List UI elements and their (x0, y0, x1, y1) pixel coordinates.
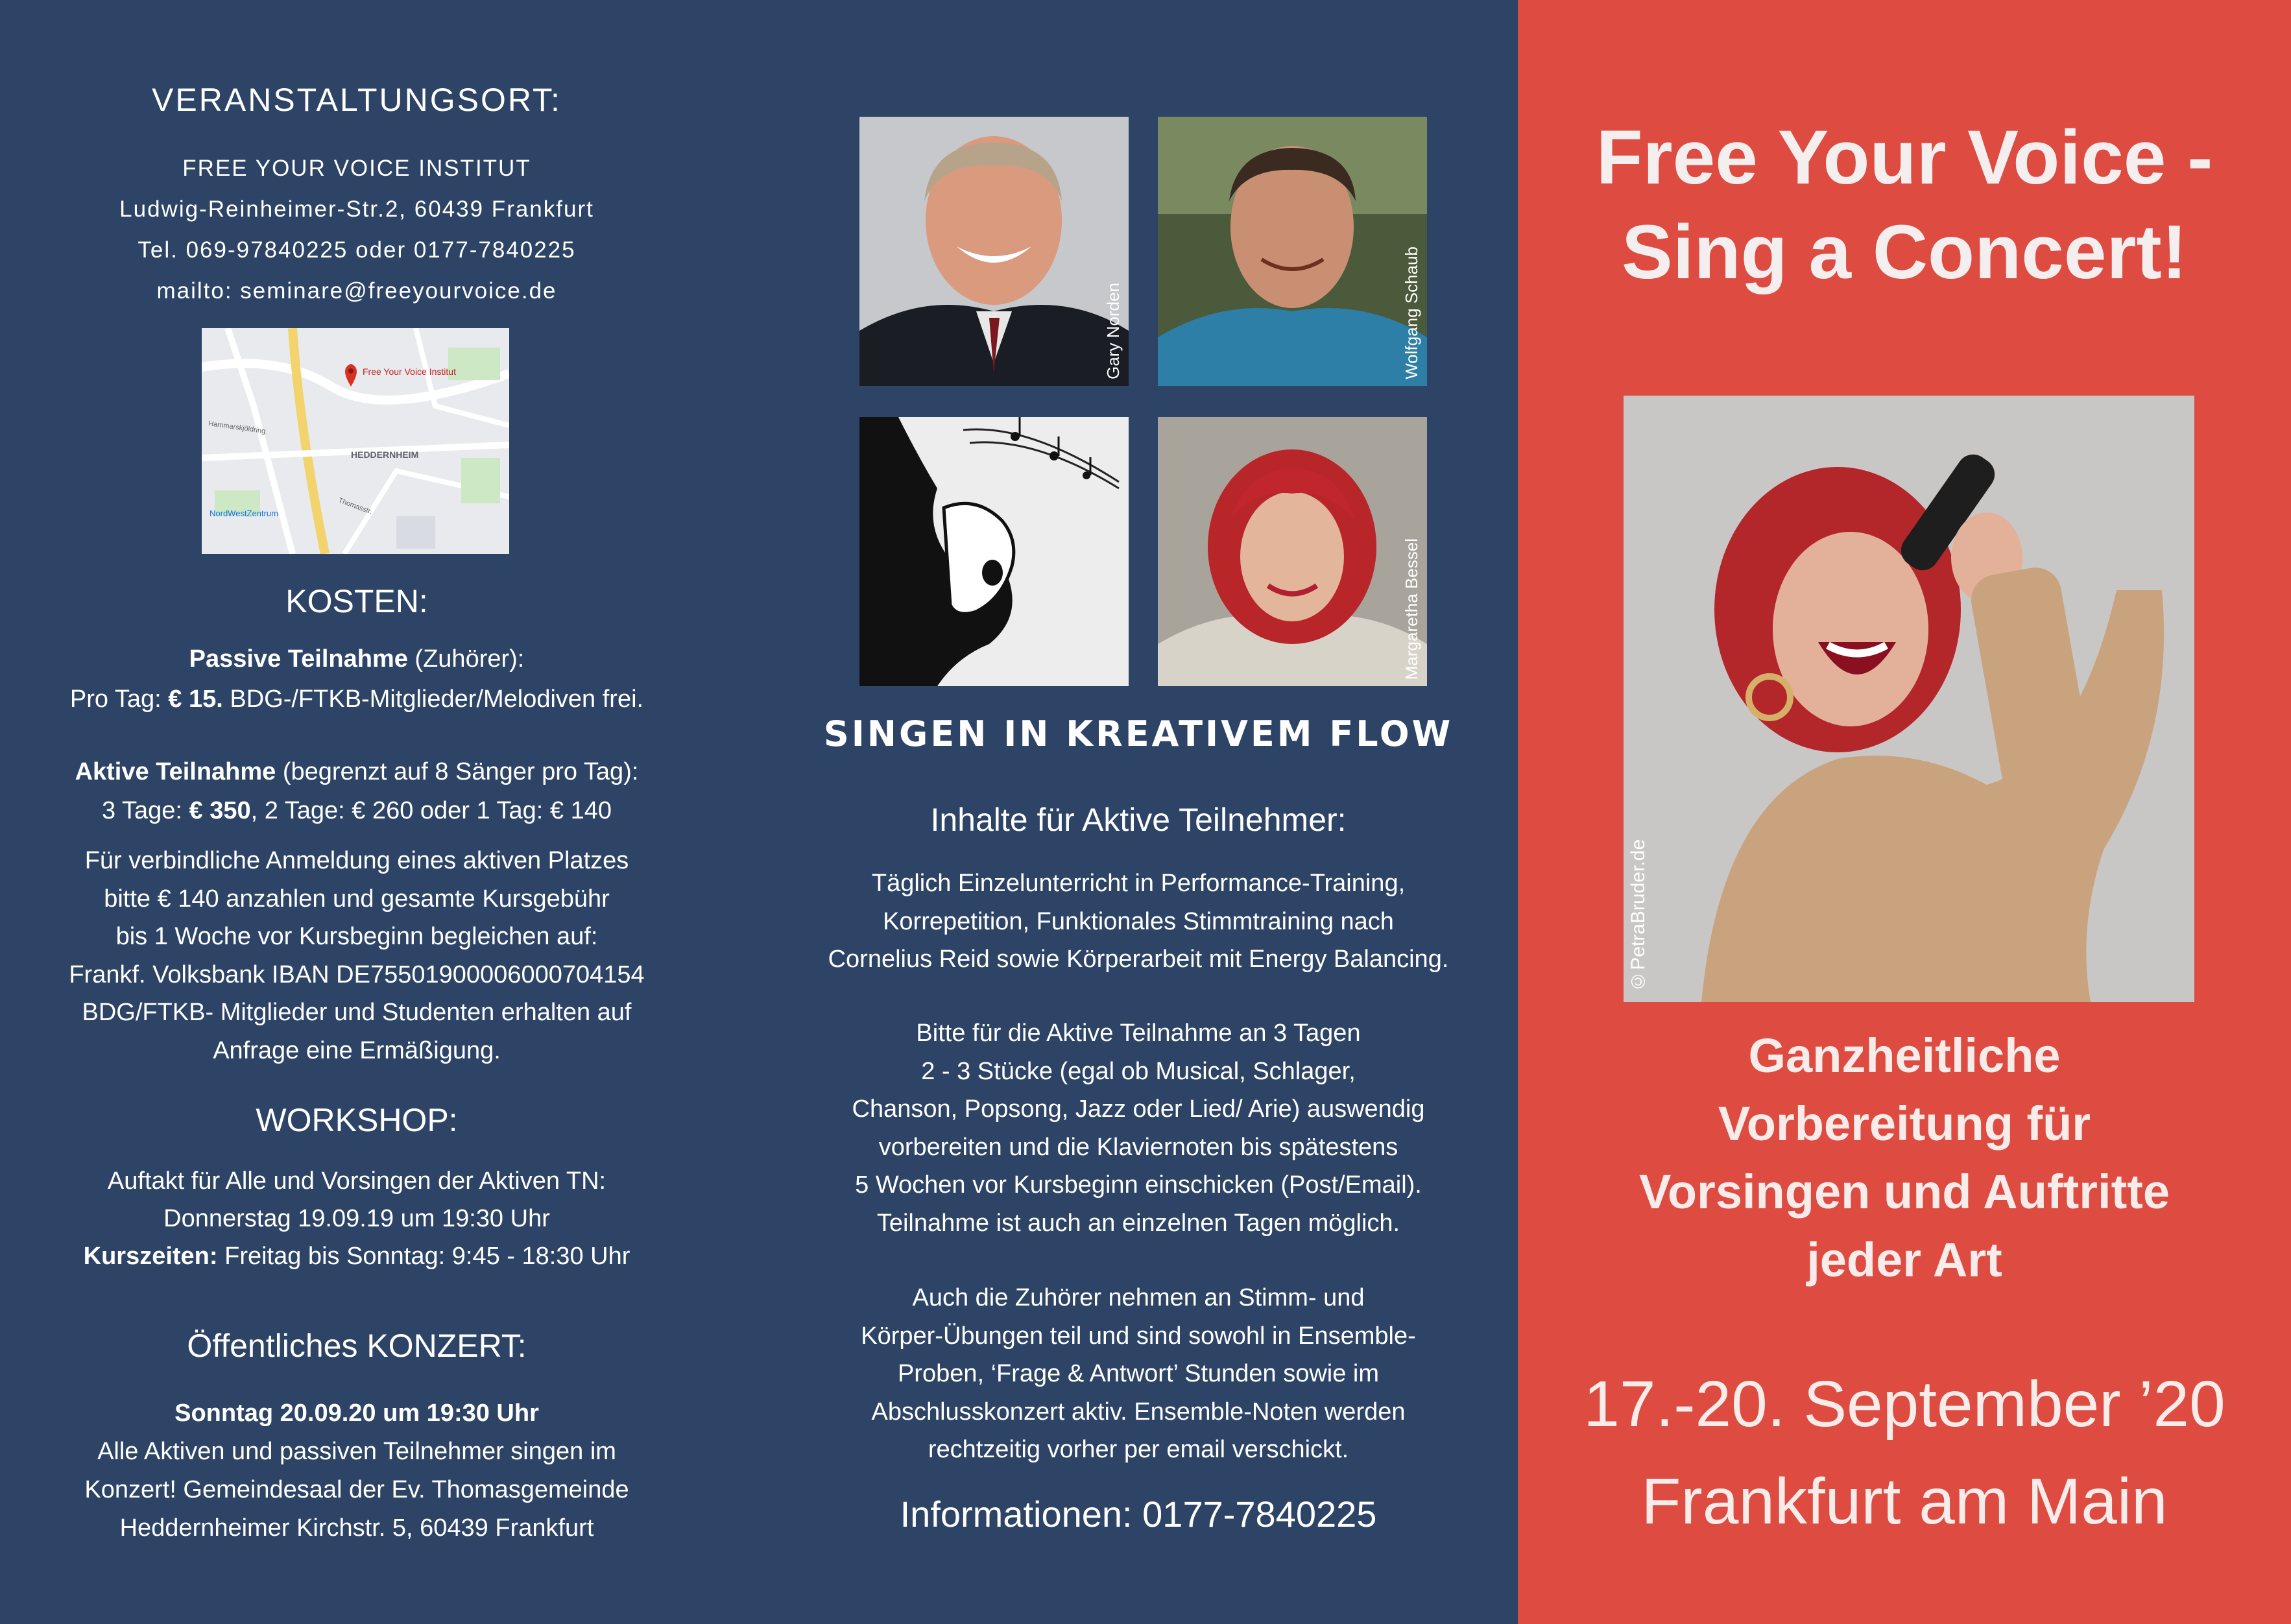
concert-line: Heddernheimer Kirchstr. 5, 60439 Frankfurt (119, 1514, 594, 1542)
tagline: SINGEN IN KREATIVEM FLOW (823, 713, 1454, 754)
subtitle-line: Ganzheitliche (1748, 1029, 2061, 1082)
map-street-label: Hammarskjöldring (208, 420, 267, 436)
photo-credit: Gary Norden (1103, 283, 1123, 379)
cover-title (1518, 110, 2291, 300)
singer-illustration (859, 417, 1129, 686)
concert-date: Sonntag 20.09.20 um 19:30 Uhr (174, 1400, 539, 1427)
contents-para-3 (785, 1279, 1492, 1469)
per-day-note: BDG-/FTKB-Mitglieder/Melodiven frei. (222, 686, 644, 713)
map-pin-label: Free Your Voice Institut (363, 366, 456, 377)
payment-line: bis 1 Woche vor Kursbeginn begleichen auf: (115, 923, 598, 950)
workshop-line: Donnerstag 19.09.19 um 19:30 Uhr (163, 1205, 550, 1232)
portrait-gary-norden (859, 117, 1129, 386)
venue-email[interactable]: mailto: seminare@freeyourvoice.de (156, 278, 557, 304)
workshop-line: Auftakt für Alle und Vorsingen der Aktiven TN: (107, 1167, 606, 1195)
info-phone[interactable]: Informationen: 0177-7840225 (900, 1494, 1377, 1534)
cover-subtitle (1518, 1021, 2291, 1294)
venue-line: FREE YOUR VOICE INSTITUT (182, 156, 531, 181)
contents-line: Proben, ‘Frage & Antwort’ Stunden sowie im (897, 1360, 1380, 1387)
payment-line: Anfrage eine Ermäßigung. (213, 1036, 501, 1064)
costs-passive (0, 639, 714, 719)
payment-line: BDG/FTKB- Mitglieder und Studenten erhalten auf (82, 999, 632, 1026)
contents-line: 2 - 3 Stücke (egal ob Musical, Schlager, (921, 1057, 1356, 1085)
contents-line: Abschlusskonzert aktiv. Ensemble-Noten werden (871, 1398, 1406, 1426)
map-street-label: Thomasstr. (337, 496, 374, 516)
contents-line: vorbereiten und die Klaviernoten bis spätestens (878, 1133, 1398, 1161)
concert-line: Alle Aktiven und passiven Teilnehmer singen im (97, 1438, 616, 1465)
portrait-wolfgang-schaub (1158, 117, 1427, 386)
location-map[interactable] (202, 328, 509, 554)
subtitle-line: Vorbereitung für (1718, 1097, 2091, 1151)
costs-active (0, 752, 714, 830)
concert-details (0, 1394, 714, 1547)
portrait-margaretha-bessel (1158, 417, 1427, 686)
costs-heading: KOSTEN: (285, 583, 428, 619)
contents-line: Teilnahme ist auch an einzelnen Tagen möglich. (876, 1209, 1400, 1237)
photo-credit: Wolfgang Schaub (1402, 246, 1421, 379)
venue-line: Ludwig-Reinheimer-Str.2, 60439 Frankfurt (119, 197, 594, 222)
venue-heading: VERANSTALTUNGSORT: (152, 82, 562, 118)
active-note: (begrenzt auf 8 Sänger pro Tag): (276, 758, 639, 785)
workshop-details (0, 1162, 714, 1275)
photo-credit: Margaretha Bessel (1402, 538, 1421, 680)
passive-note: (Zuhörer): (407, 645, 525, 673)
cover-singer-photo (1624, 396, 2194, 1002)
map-station-label: NordWestZentrum (210, 508, 278, 518)
concert-heading: Öffentliches KONZERT: (187, 1328, 527, 1364)
days-note: , 2 Tage: € 260 oder 1 Tag: € 140 (250, 797, 612, 824)
times-label: Kurszeiten: (83, 1243, 218, 1270)
venue-address (0, 148, 714, 311)
event-date: 17.-20. September ’20 (1583, 1368, 2225, 1440)
venue-line: Tel. 069-97840225 oder 0177-7840225 (138, 237, 576, 263)
active-label: Aktive Teilnahme (75, 758, 276, 785)
days-label: 3 Tage: (101, 797, 189, 824)
contents-line: Auch die Zuhörer nehmen an Stimm- und (912, 1284, 1365, 1311)
times-value: Freitag bis Sonntag: 9:45 - 18:30 Uhr (217, 1243, 630, 1270)
cover-title-line-1: Free Your Voice - (1596, 115, 2213, 200)
contents-line: Cornelius Reid sowie Körperarbeit mit Energy Balancing. (828, 946, 1449, 973)
contents-line: Körper-Übungen teil und sind sowohl in Ensemble- (861, 1322, 1416, 1350)
payment-line: Für verbindliche Anmeldung eines aktiven Platzes (84, 847, 629, 874)
workshop-heading: WORKSHOP: (256, 1102, 458, 1138)
costs-payment (0, 842, 714, 1069)
contents-line: Täglich Einzelunterricht in Performance-Training, (871, 870, 1406, 897)
event-place: Frankfurt am Main (1641, 1465, 2168, 1538)
contents-line: Bitte für die Aktive Teilnahme an 3 Tagen (916, 1020, 1361, 1047)
passive-label: Passive Teilnahme (189, 645, 408, 673)
cover-date (1518, 1355, 2291, 1550)
contents-line: Chanson, Popsong, Jazz oder Lied/ Arie) auswendig (852, 1095, 1425, 1123)
cover-photo-credit: ©PetraBruder.de (1627, 839, 1649, 992)
contents-heading: Inhalte für Aktive Teilnehmer: (930, 802, 1347, 838)
map-district-label: HEDDERNHEIM (351, 449, 419, 460)
contents-line: Korrepetition, Funktionales Stimmtraining nach (883, 907, 1394, 935)
concert-line: Konzert! Gemeindesaal der Ev. Thomasgemeinde (84, 1476, 629, 1503)
subtitle-line: jeder Art (1806, 1233, 2002, 1287)
payment-line: bitte € 140 anzahlen und gesamte Kursgebühr (104, 885, 610, 913)
contents-para-1 (785, 865, 1492, 979)
contents-line: rechtzeitig vorher per email verschickt. (928, 1436, 1349, 1463)
per-day-label: Pro Tag: (69, 686, 169, 713)
contents-line: 5 Wochen vor Kursbeginn einschicken (Post/Email). (855, 1171, 1422, 1199)
days-price: € 350 (189, 797, 251, 824)
subtitle-line: Vorsingen und Auftritte (1638, 1165, 2170, 1219)
payment-iban: Frankf. Volksbank IBAN DE75501900006000704154 (69, 961, 645, 988)
contents-para-2 (785, 1014, 1492, 1242)
per-day-price: € 15. (168, 686, 223, 713)
cover-title-line-2: Sing a Concert! (1622, 209, 2187, 295)
